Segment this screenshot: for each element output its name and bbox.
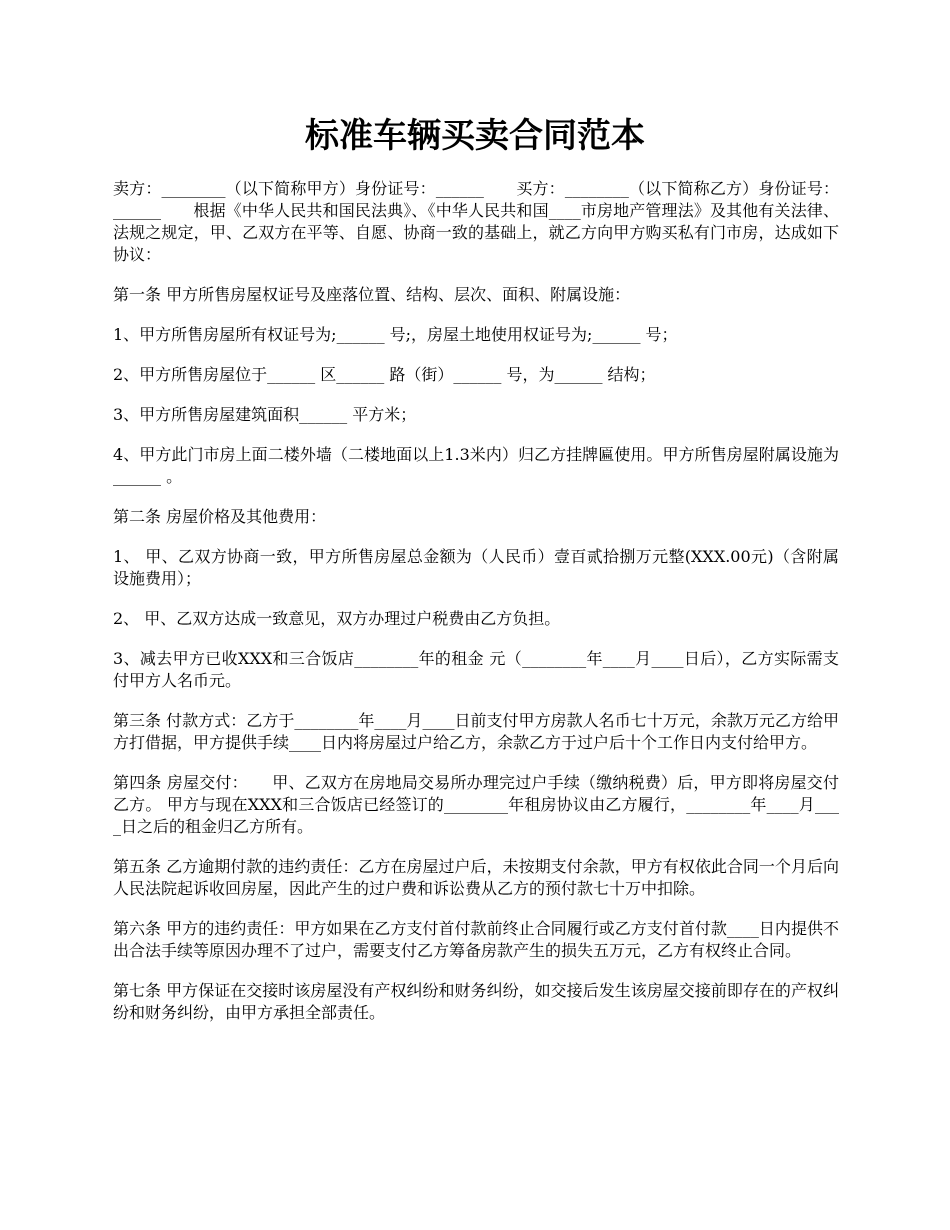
- paragraph-article-6: 第六条 甲方的违约责任：甲方如果在乙方支付首付款前终止合同履行或乙方支付首付款____日内提供不出合法手续等原因办理不了过户，需要支付乙方筹备房款产生的损失五万元，乙方有权终止合同。: [113, 919, 839, 960]
- paragraph-article-2: 第二条 房屋价格及其他费用：: [113, 507, 327, 526]
- paragraph-article-7: 第七条 甲方保证在交接时该房屋没有产权纠纷和财务纠纷，如交接后发生该房屋交接前即存在的产权纠纷和财务纠纷，由甲方承担全部责任。: [113, 981, 839, 1022]
- paragraph-article-5: 第五条 乙方逾期付款的违约责任：乙方在房屋过户后，未按期支付余款，甲方有权依此合同一个月后向人民法院起诉收回房屋，因此产生的过户费和诉讼费从乙方的预付款七十万中扣除。: [113, 857, 839, 898]
- paragraph-article-2-item-2: 2、 甲、乙双方达成一致意见，双方办理过户税费由乙方负担。: [113, 609, 561, 628]
- paragraph-article-2-item-3: 3、减去甲方已收XXX和三合饭店________年的租金 元（________年____月____日后），乙方实际需支付甲方人名币元。: [113, 649, 839, 690]
- document-body: [113, 178, 839, 1042]
- paragraph-article-4: 第四条 房屋交付： 甲、乙双方在房地局交易所办理完过户手续（缴纳税费）后，甲方即将房屋交付乙方。 甲方与现在XXX和三合饭店已经签订的________年租房协议由乙方履行，________年____月____日之后的租金归乙方所有。: [113, 773, 839, 836]
- paragraph-article-2-item-1: 1、 甲、乙双方协商一致，甲方所售房屋总金额为（人民币）壹百贰拾捌万元整(XXX.00元)（含附属设施费用）；: [113, 547, 839, 588]
- paragraph-article-1-item-4: 4、甲方此门市房上面二楼外墙（二楼地面以上1.3米内）归乙方挂牌匾使用。甲方所售房屋附属设施为______ 。: [113, 445, 839, 486]
- paragraph-article-1: 第一条 甲方所售房屋权证号及座落位置、结构、层次、面积、附属设施：: [113, 285, 631, 304]
- paragraph-intro: 卖方：________（以下简称甲方）身份证号：______ 买方：________（以下简称乙方）身份证号：______ 根据《中华人民共和国民法典》、《中华人民共和国____市房地产管理法》及其他有关法律、法规之规定，甲、乙双方在平等、自愿、协商一致的基础上，就乙方向甲方购买私有门市房，达成如下协议：: [113, 179, 839, 264]
- paragraph-article-1-item-3: 3、甲方所售房屋建筑面积______ 平方米；: [113, 405, 417, 424]
- paragraph-article-1-item-2: 2、甲方所售房屋位于______ 区______ 路（街）______ 号，为______ 结构；: [113, 365, 656, 384]
- document-title: 标准车辆买卖合同范本: [305, 116, 645, 156]
- paragraph-article-3: 第三条 付款方式：乙方于________年____月____日前支付甲方房款人名币七十万元，余款万元乙方给甲方打借据，甲方提供手续____日内将房屋过户给乙方，余款乙方于过户后十个工作日内支付给甲方。: [113, 711, 839, 752]
- paragraph-article-1-item-1: 1、甲方所售房屋所有权证号为;______ 号;，房屋土地使用权证号为;______ 号；: [113, 325, 678, 344]
